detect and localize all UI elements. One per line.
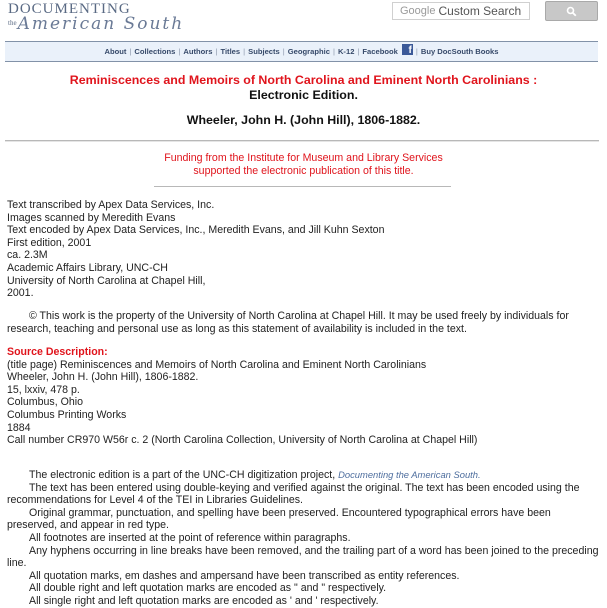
- credit-line: Academic Affairs Library, UNC-CH: [7, 261, 168, 274]
- divider: [5, 140, 599, 142]
- divider: [154, 186, 451, 187]
- nav-separator: |: [178, 47, 181, 56]
- nav-separator: |: [357, 47, 360, 56]
- funding-line-2: supported the electronic publication of this title.: [193, 165, 414, 177]
- nav-buy-books[interactable]: Buy DocSouth Books: [420, 47, 499, 56]
- nav-separator: |: [215, 47, 218, 56]
- credit-line: University of North Carolina at Chapel Hill,: [7, 274, 206, 287]
- source-line: Columbus Printing Works: [7, 408, 127, 421]
- nav-collections[interactable]: Collections: [134, 47, 176, 56]
- copyright-block: [7, 310, 602, 335]
- note-paragraph: [7, 469, 602, 482]
- copyright-statement: © This work is the property of the University of North Carolina at Chapel Hill. It may be used freely by individuals for research, teaching and personal use as long as this statement of availability is included in the text.: [7, 310, 569, 335]
- note-paragraph: Original grammar, punctuation, and spelling have been preserved. Encountered typographical errors have been preserved, and appear in red type.: [7, 506, 551, 532]
- credit-line: 2001.: [7, 287, 34, 300]
- nav-subjects[interactable]: Subjects: [248, 47, 280, 56]
- credit-line: Text encoded by Apex Data Services, Inc., Meredith Evans, and Jill Kuhn Sexton: [7, 224, 385, 237]
- document-title: Reminiscences and Memoirs of North Carolina and Eminent North Carolinians :: [69, 73, 538, 87]
- search-icon: [566, 6, 577, 17]
- search-input[interactable]: [392, 2, 530, 20]
- source-heading: Source Description:: [7, 346, 108, 358]
- editorial-notes: [7, 469, 602, 608]
- nav-geographic[interactable]: Geographic: [287, 47, 330, 56]
- search-button[interactable]: [545, 1, 598, 21]
- source-line: 15, lxxiv, 478 p.: [7, 383, 80, 396]
- credit-line: Text transcribed by Apex Data Services, Inc.: [7, 199, 215, 211]
- edition-label: Electronic Edition.: [249, 88, 358, 102]
- nav-separator: |: [282, 47, 285, 56]
- funding-statement: [0, 152, 607, 178]
- search-brand: Google: [400, 5, 436, 17]
- note-paragraph: Any hyphens occurring in line breaks have been removed, and the trailing part of a word has been joined to the preceding line.: [7, 544, 599, 570]
- note-paragraph: All footnotes are inserted at the point of reference within paragraphs.: [29, 531, 351, 544]
- nav-separator: |: [415, 47, 418, 56]
- nav-k12[interactable]: K-12: [337, 47, 355, 56]
- credit-line: First edition, 2001: [7, 236, 92, 249]
- funding-line-1: Funding from the Institute for Museum and Library Services: [164, 152, 443, 164]
- note-text: The electronic edition is a part of the UNC-CH digitization project,: [29, 469, 336, 481]
- nav-authors[interactable]: Authors: [183, 47, 213, 56]
- source-description: [7, 346, 602, 447]
- logo-american-south: American South: [17, 14, 185, 34]
- note-paragraph: All single right and left quotation marks are encoded as ' and ' respectively.: [29, 594, 379, 607]
- logo-the: the: [8, 19, 17, 27]
- document-author: Wheeler, John H. (John Hill), 1806-1882.: [186, 113, 421, 127]
- search-placeholder: Custom Search: [438, 4, 522, 18]
- nav-separator: |: [332, 47, 335, 56]
- source-line: (title page) Reminiscences and Memoirs of North Carolina and Eminent North Carolinians: [7, 358, 427, 371]
- note-paragraph: All double right and left quotation marks are encoded as " and " respectively.: [29, 582, 387, 595]
- nav-bar: [5, 41, 598, 62]
- credits-block: [7, 199, 602, 300]
- source-line: 1884: [7, 421, 31, 434]
- site-header: [0, 0, 607, 38]
- site-logo[interactable]: [8, 2, 184, 35]
- nav-about[interactable]: About: [104, 47, 127, 56]
- credit-line: ca. 2.3M: [7, 249, 48, 262]
- nav-separator: |: [129, 47, 132, 56]
- source-line: Wheeler, John H. (John Hill), 1806-1882.: [7, 371, 199, 384]
- logo-documenting: DOCUMENTING: [8, 1, 131, 17]
- docsouth-link[interactable]: Documenting the American South.: [338, 469, 481, 480]
- nav-titles[interactable]: Titles: [220, 47, 241, 56]
- facebook-icon[interactable]: f: [402, 44, 413, 55]
- note-paragraph: All quotation marks, em dashes and ampersand have been transcribed as entity references.: [29, 569, 460, 582]
- note-paragraph: The text has been entered using double-keying and verified against the original. The text has been encoded using the recommendations for Level 4 of the TEI in Libraries Guidelines.: [7, 481, 580, 507]
- credit-line: Images scanned by Meredith Evans: [7, 211, 176, 224]
- nav-facebook[interactable]: Facebook: [362, 47, 398, 56]
- nav-separator: |: [243, 47, 246, 56]
- source-line: Call number CR970 W56r c. 2 (North Carolina Collection, University of North Carolina at Chapel Hill): [7, 434, 478, 447]
- source-line: Columbus, Ohio: [7, 396, 83, 409]
